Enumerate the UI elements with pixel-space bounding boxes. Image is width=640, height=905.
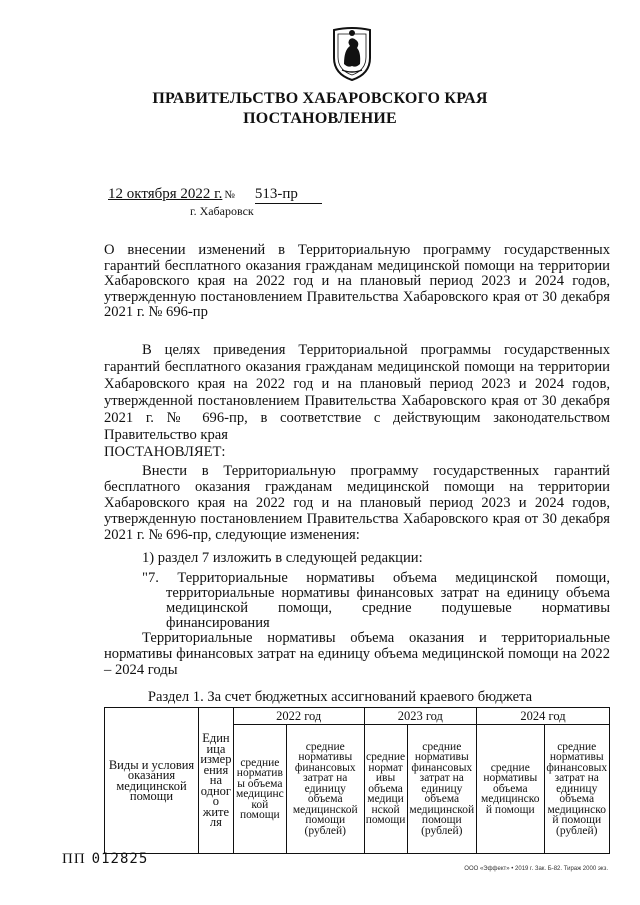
section-7-quote	[142, 571, 610, 631]
cost-norm-header-2022: средние нормативы финансовых затрат на единицу объема медицинской помощи (рублей)	[286, 725, 364, 854]
coat-of-arms-emblem	[330, 24, 374, 82]
year-2023-header: 2023 год	[364, 708, 476, 725]
col-kind-header: Виды и условия оказания медицинской помощи	[105, 708, 199, 854]
section-1-heading: Раздел 1. За счет бюджетных ассигнований краевого бюджета	[147, 689, 533, 705]
amendment-item-1: 1) раздел 7 изложить в следующей редакции:	[142, 550, 423, 566]
cost-norm-header-2024: средние нормативы финансовых затрат на единицу объема медицинской помощи (рублей)	[544, 725, 610, 854]
preamble-paragraph: В целях приведения Территориальной программы государственных гарантий бесплатного оказания гражданам медицинской помощи на территории Хабаровского края на 2022 год и на плановый период 2023 и 2024 годов, утвержденной постановлением Правительства Хабаровского края от 30 декабря 2021 г. № 696-пр, в соответствие с действующим законодательством Правительство края	[104, 342, 610, 443]
volume-norm-header-2023: средние нормативы объема медицинской помощи	[364, 725, 407, 854]
number-sign: №	[224, 189, 235, 201]
col-unit-header: Единица измерения на одного жителя	[199, 708, 234, 854]
form-code	[62, 851, 148, 868]
amendment-paragraph: Внести в Территориальную программу государственных гарантий бесплатного оказания гражданам медицинской помощи на территории Хабаровского края на 2022 год и на плановый период 2023 и 2024 годов, утвержденную постановлением Правительства Хабаровского края от 30 декабря 2021 г. № 696-пр, следующие изменения:	[104, 463, 610, 543]
norms-table	[104, 707, 610, 854]
year-2022-header: 2022 год	[233, 708, 364, 725]
document-date: 12 октября 2022 г.	[108, 186, 223, 202]
cost-norm-header-2023: средние нормативы финансовых затрат на единицу объема медицинской помощи (рублей)	[407, 725, 477, 854]
document-city: г. Хабаровск	[190, 204, 254, 218]
document-title: О внесении изменений в Территориальную программу государственных гарантий бесплатного оказания гражданам медицинской помощи на территории Хабаровского края на 2022 год и на плановый период 2023 и 2024 годов, утвержденную постановлением Правительства Хабаровского края от 30 декабря 2021 г. № 696-пр	[104, 242, 610, 320]
volume-norm-header-2024: средние нормативы объема медицинской помощи	[477, 725, 544, 854]
document-date-number	[108, 186, 322, 204]
table-header-row	[105, 708, 610, 725]
organization-title: ПРАВИТЕЛЬСТВО ХАБАРОВСКОГО КРАЯ	[152, 90, 488, 107]
resolves-heading: ПОСТАНОВЛЯЕТ:	[104, 444, 226, 460]
section-7-quote-text: "7. Территориальные нормативы объема медицинской помощи, территориальные нормативы финансовых затрат на единицу объема медицинской помощи, средние подушевые нормативы финансирования	[142, 570, 610, 631]
document-type: ПОСТАНОВЛЕНИЕ	[243, 110, 397, 127]
year-2024-header: 2024 год	[477, 708, 610, 725]
document-number: 513-пр	[255, 186, 322, 204]
norms-paragraph: Территориальные нормативы объема оказания и территориальные нормативы финансовых затрат на единицу объема медицинской помощи на 2022 – 2024 годы	[104, 630, 610, 678]
form-code-number: 012825	[91, 851, 149, 867]
volume-norm-header-2022: средние нормативы объема медицинской помощи	[233, 725, 286, 854]
form-code-label: ПП	[62, 851, 86, 867]
printer-imprint: ООО «Эффект» • 2019 г. Зак. Б-82. Тираж 2000 экз.	[464, 866, 608, 872]
